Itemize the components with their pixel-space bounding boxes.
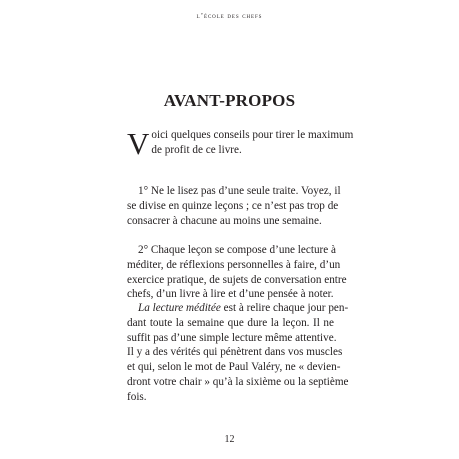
text-line: 2° Chaque leçon se compose d’une lecture à [138,244,337,256]
italic-term: La lecture méditée [138,302,221,314]
paragraph-point-1 [127,184,341,228]
text-line: oici quelques conseils pour tirer le maximum [151,129,354,141]
text-line: fois. [127,390,147,403]
drop-cap: V [127,126,150,161]
text-line: Il y a des vérités qui pénètrent dans vos muscles [127,346,343,359]
text-line: suffit pas d’une simple lecture même attentive. [127,331,337,344]
page-number: 12 [224,434,235,445]
text-line: de profit de ce livre. [151,143,242,156]
running-header-text: l’école des chefs [196,11,263,20]
text-line: dant toute la semaine que dure la leçon. Il ne [127,316,334,329]
text-line: méditer, de réflexions personnelles à faire, d’un [127,258,341,271]
text-line: exercice pratique, de sujets de conversation entre [127,273,347,286]
text-line: chefs, d’un livre à lire et d’une pensée à noter. [127,288,334,301]
running-header [0,11,459,20]
text-line: dront votre chair » qu’à la sixième ou la septième [127,375,349,388]
paragraph-point-2 [127,243,347,302]
text-line: et qui, selon le mot de Paul Valéry, ne « devien- [127,361,341,374]
text-line: consacrer à chacune au moins une semaine. [127,214,322,227]
text-line-rest: est à relire chaque jour pen- [220,302,349,314]
text-line [127,301,349,316]
text-line: 1° Ne le lisez pas d’une seule traite. Voyez, il [138,185,341,197]
paragraph-intro [127,126,354,161]
text-line: se divise en quinze leçons ; ce n’est pas trop de [127,199,339,212]
paragraph-lecture-meditee [127,301,349,405]
chapter-title: AVANT-PROPOS [163,91,296,110]
